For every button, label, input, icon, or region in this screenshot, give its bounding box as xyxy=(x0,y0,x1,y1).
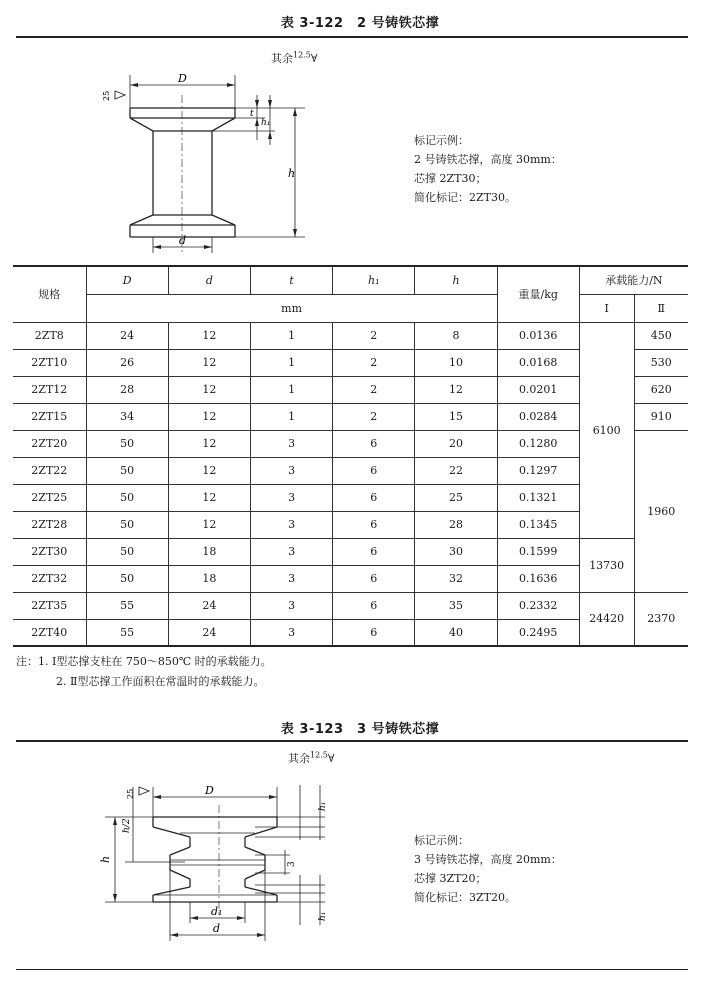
title-rule xyxy=(16,36,688,38)
dim-D-label: D xyxy=(205,784,214,797)
cell-h: 15 xyxy=(415,403,497,430)
cell-D: 55 xyxy=(86,619,168,646)
marking-example-2 xyxy=(414,831,562,907)
cell-d: 12 xyxy=(168,457,250,484)
cell-h1: 6 xyxy=(333,457,415,484)
cell-spec: 2ZT28 xyxy=(13,511,86,538)
header-capacity: 承载能力/N xyxy=(579,266,688,294)
cell-d: 12 xyxy=(168,484,250,511)
cell-h1: 6 xyxy=(333,484,415,511)
marking-line: 芯撑 2ZT30； xyxy=(414,172,487,185)
cell-d: 12 xyxy=(168,430,250,457)
marking-line: 简化标记：3ZT20。 xyxy=(414,891,516,904)
bottom-rule xyxy=(16,969,688,970)
cell-t: 3 xyxy=(250,592,332,619)
marking-line: 3 号铸铁芯撑，高度 20mm： xyxy=(414,853,562,866)
cell-capacity-II: 620 xyxy=(634,376,688,403)
header-t: t xyxy=(250,266,332,294)
cell-weight: 0.1599 xyxy=(497,538,579,565)
cell-d: 24 xyxy=(168,592,250,619)
roughness-symbol-icon: ∀ xyxy=(327,752,335,765)
cell-D: 50 xyxy=(86,484,168,511)
header-weight: 重量/kg xyxy=(497,266,579,322)
cell-weight: 0.1345 xyxy=(497,511,579,538)
cell-capacity-II: 450 xyxy=(634,322,688,349)
cell-h: 32 xyxy=(415,565,497,592)
cell-h1: 6 xyxy=(333,430,415,457)
cell-t: 1 xyxy=(250,403,332,430)
dim-d-label: d xyxy=(179,234,187,247)
cell-spec: 2ZT32 xyxy=(13,565,86,592)
roughness-value: 12.5 xyxy=(293,50,311,60)
cell-spec: 2ZT22 xyxy=(13,457,86,484)
roughness-label: 其余 xyxy=(271,52,293,65)
cell-D: 50 xyxy=(86,538,168,565)
table-3-122-title: 表 3-122 2 号铸铁芯撑 xyxy=(280,16,440,31)
cell-h: 20 xyxy=(415,430,497,457)
cell-D: 50 xyxy=(86,565,168,592)
dim-h-half-label: h/2 xyxy=(122,818,132,833)
cell-t: 1 xyxy=(250,322,332,349)
cell-spec: 2ZT40 xyxy=(13,619,86,646)
table-row xyxy=(13,322,688,349)
cell-capacity-II: 2370 xyxy=(634,592,688,646)
cell-t: 3 xyxy=(250,565,332,592)
header-D: D xyxy=(86,266,168,294)
cell-capacity-II: 530 xyxy=(634,349,688,376)
cell-t: 3 xyxy=(250,619,332,646)
cell-spec: 2ZT8 xyxy=(13,322,86,349)
cell-h1: 2 xyxy=(333,322,415,349)
roughness-value: 12.5 xyxy=(310,750,328,760)
side-roughness-icon xyxy=(139,787,149,795)
cell-h: 25 xyxy=(415,484,497,511)
marking-line: 标记示例： xyxy=(414,134,469,147)
marking-example-1 xyxy=(414,131,562,207)
dim-D-label: D xyxy=(178,72,187,85)
cell-h1: 6 xyxy=(333,511,415,538)
cell-weight: 0.2495 xyxy=(497,619,579,646)
table-notes xyxy=(16,652,272,692)
dim-h1-bottom-label: h₁ xyxy=(318,911,328,921)
marking-line: 芯撑 3ZT20； xyxy=(414,872,487,885)
cell-h: 10 xyxy=(415,349,497,376)
cell-D: 26 xyxy=(86,349,168,376)
header-h1: h₁ xyxy=(333,266,415,294)
dim-h-label: h xyxy=(99,855,112,863)
note-1: 注：1. Ⅰ型芯撑支柱在 750～850℃ 时的承载能力。 xyxy=(16,655,272,668)
table-row xyxy=(13,592,688,619)
cell-spec: 2ZT25 xyxy=(13,484,86,511)
cell-capacity-I: 24420 xyxy=(579,592,634,646)
table-row xyxy=(13,538,688,565)
cell-d: 12 xyxy=(168,403,250,430)
cell-weight: 0.1321 xyxy=(497,484,579,511)
cell-t: 3 xyxy=(250,484,332,511)
core-support-3-drawing xyxy=(95,775,345,945)
cell-weight: 0.0136 xyxy=(497,322,579,349)
cell-h: 8 xyxy=(415,322,497,349)
cell-t: 1 xyxy=(250,376,332,403)
cell-D: 55 xyxy=(86,592,168,619)
cell-D: 50 xyxy=(86,511,168,538)
cell-D: 50 xyxy=(86,430,168,457)
cell-h1: 2 xyxy=(333,349,415,376)
table-3-123-title: 表 3-123 3 号铸铁芯撑 xyxy=(280,722,440,737)
cell-weight: 0.0284 xyxy=(497,403,579,430)
dim-t-label: t xyxy=(250,109,254,119)
cell-capacity-II: 910 xyxy=(634,403,688,430)
header-cap-I: Ⅰ xyxy=(579,294,634,322)
cell-d: 12 xyxy=(168,349,250,376)
cell-weight: 0.1636 xyxy=(497,565,579,592)
cell-h: 30 xyxy=(415,538,497,565)
dim-h1-top-label: h₁ xyxy=(318,801,328,811)
cell-h1: 2 xyxy=(333,376,415,403)
cell-weight: 0.1280 xyxy=(497,430,579,457)
dim-h-label: h xyxy=(288,167,296,180)
cell-h: 12 xyxy=(415,376,497,403)
cell-spec: 2ZT35 xyxy=(13,592,86,619)
marking-line: 标记示例： xyxy=(414,834,469,847)
header-d: d xyxy=(168,266,250,294)
cell-weight: 0.2332 xyxy=(497,592,579,619)
dim-h1-label: h₁ xyxy=(261,118,271,128)
cell-spec: 2ZT20 xyxy=(13,430,86,457)
cell-weight: 0.1297 xyxy=(497,457,579,484)
title-rule-2 xyxy=(16,740,688,742)
cell-h1: 6 xyxy=(333,619,415,646)
cell-h1: 6 xyxy=(333,592,415,619)
marking-line: 2 号铸铁芯撑，高度 30mm： xyxy=(414,153,562,166)
cell-D: 50 xyxy=(86,457,168,484)
side-roughness-icon xyxy=(115,91,125,99)
dim-d1-label: d₁ xyxy=(211,905,223,918)
cell-h: 22 xyxy=(415,457,497,484)
cell-d: 18 xyxy=(168,565,250,592)
roughness-note xyxy=(271,50,317,66)
cell-spec: 2ZT30 xyxy=(13,538,86,565)
cell-D: 28 xyxy=(86,376,168,403)
cell-capacity-I: 6100 xyxy=(579,322,634,538)
header-spec: 规格 xyxy=(13,266,86,322)
header-h: h xyxy=(415,266,497,294)
cell-weight: 0.0168 xyxy=(497,349,579,376)
cell-t: 3 xyxy=(250,430,332,457)
note-2: 2. Ⅱ型芯撑工作面积在常温时的承载能力。 xyxy=(56,675,265,688)
cell-h: 35 xyxy=(415,592,497,619)
cell-t: 3 xyxy=(250,511,332,538)
cell-t: 3 xyxy=(250,457,332,484)
cell-D: 24 xyxy=(86,322,168,349)
side-roughness-label: 25 xyxy=(126,788,135,799)
cell-capacity-II: 1960 xyxy=(634,430,688,592)
cell-h: 28 xyxy=(415,511,497,538)
roughness-symbol-icon: ∀ xyxy=(310,52,318,65)
cell-h: 40 xyxy=(415,619,497,646)
cell-t: 3 xyxy=(250,538,332,565)
cell-spec: 2ZT12 xyxy=(13,376,86,403)
cell-t: 1 xyxy=(250,349,332,376)
roughness-note-2 xyxy=(288,750,334,766)
cell-d: 12 xyxy=(168,511,250,538)
cell-h1: 6 xyxy=(333,565,415,592)
cell-spec: 2ZT15 xyxy=(13,403,86,430)
dim-3-label: 3 xyxy=(287,861,297,867)
cell-h1: 6 xyxy=(333,538,415,565)
marking-line: 简化标记：2ZT30。 xyxy=(414,191,516,204)
cell-d: 12 xyxy=(168,376,250,403)
cell-D: 34 xyxy=(86,403,168,430)
cell-h1: 2 xyxy=(333,403,415,430)
header-unit: mm xyxy=(86,294,497,322)
roughness-label: 其余 xyxy=(288,752,310,765)
dim-d-label: d xyxy=(213,922,221,935)
cell-d: 12 xyxy=(168,322,250,349)
cell-capacity-I: 13730 xyxy=(579,538,634,592)
core-support-2-drawing xyxy=(95,65,325,260)
spec-table xyxy=(13,265,688,647)
cell-d: 18 xyxy=(168,538,250,565)
side-roughness-label: 25 xyxy=(102,90,111,101)
cell-spec: 2ZT10 xyxy=(13,349,86,376)
header-cap-II: Ⅱ xyxy=(634,294,688,322)
cell-d: 24 xyxy=(168,619,250,646)
cell-weight: 0.0201 xyxy=(497,376,579,403)
